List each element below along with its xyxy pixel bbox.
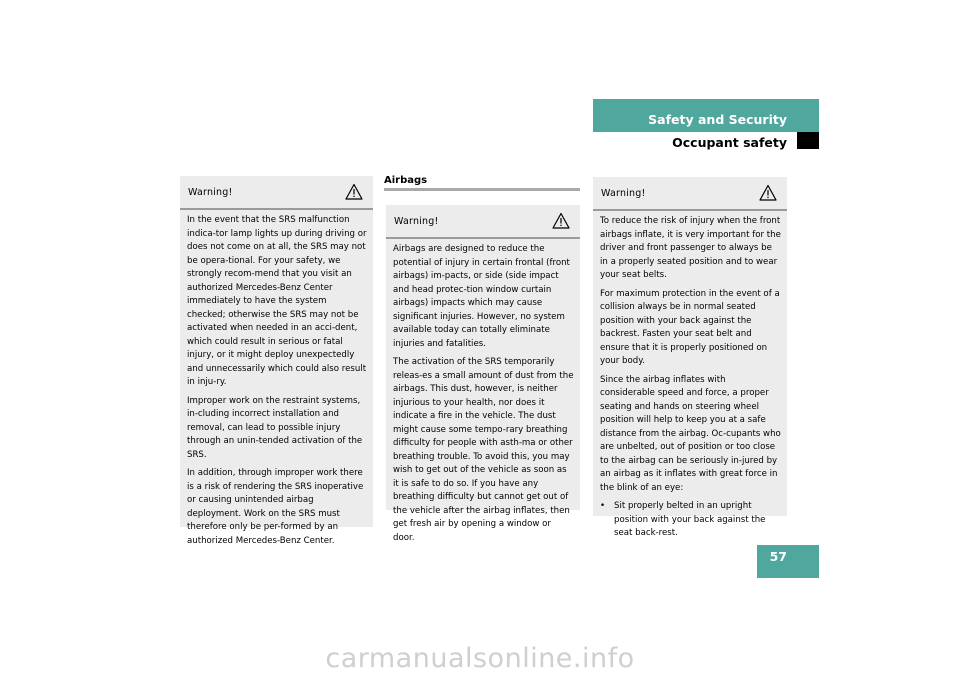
- page-number: 57: [769, 549, 787, 564]
- warning-triangle-icon: [552, 212, 570, 230]
- bullet-item: [600, 500, 781, 541]
- warning-body: [180, 210, 373, 548]
- warning-paragraph: Airbags are designed to reduce the potential of injury in certain frontal (front airbags) im-pacts, or side (side impact and head protec-tion window curtain airbags) impacts which may cause significant injuries. However, no system available today can totally eliminate injuries and fatalities.: [393, 244, 570, 349]
- warning-body: [593, 211, 787, 541]
- watermark: carmanualsonline.info: [325, 643, 635, 674]
- warning-triangle-icon: [345, 183, 363, 201]
- warning-label: Warning!: [188, 187, 233, 198]
- warning-box-2: [386, 205, 580, 543]
- warning-triangle-icon: [759, 184, 777, 202]
- warning-label: Warning!: [601, 188, 646, 199]
- warning-header: [386, 205, 580, 239]
- warning-paragraph: The activation of the SRS temporarily releas-es a small amount of dust from the airbags. This dust, however, is neither injurious to your health, nor does it indicate a fire in the vehicle. The dust might cause some tempo-rary breathing difficulty for people with asth-ma or other breathing trouble. To avoid this, you may wish to get out of the vehicle as soon as it is safe to do so. If you have any breathing difficulty but cannot get out of the vehicle after the airbag inflates, then get fresh air by opening a window or door.: [393, 357, 574, 543]
- header-title: Safety and Security: [648, 112, 787, 127]
- header-marker: [797, 132, 819, 149]
- bullet-text: Sit properly belted in an upright position with your back against the seat back-rest.: [614, 501, 766, 538]
- warning-body: [386, 239, 580, 545]
- warning-label: Warning!: [394, 216, 439, 227]
- section-title: Airbags: [384, 175, 428, 186]
- warning-paragraph: Since the airbag inflates with considerable speed and force, a proper seating and hands on steering wheel position will help to keep you at a safe distance from the airbag. Oc-cupants who are unbelted, out of position or too close to the airbag can be seriously in-jured by an airbag as it inflates with great force in the blink of an eye:: [600, 374, 781, 493]
- warning-paragraph: In the event that the SRS malfunction indica-tor lamp lights up during driving or does not come on at all, the SRS may not be opera-tional. For your safety, we strongly recom-mend that you visit an authorized Mercedes-Benz Center immediately to have the system checked; otherwise the SRS may not be activated when needed in an acci-dent, which could result in serious or fatal injury, or it might deploy unexpectedly and unnecessarily which could also result in inju-ry.: [187, 215, 367, 387]
- warning-paragraph: To reduce the risk of injury when the front airbags inflate, it is very important for the driver and front passenger to always be in a properly seated position and to wear your seat belts.: [600, 216, 781, 280]
- warning-box-3: [593, 177, 787, 538]
- warning-box-1: [180, 176, 373, 546]
- warning-header: [180, 176, 373, 210]
- warning-paragraph: In addition, through improper work there is a risk of rendering the SRS inoperative or causing unintended airbag deployment. Work on the SRS must therefore only be per-formed by an authorized Mercedes-Benz Center.: [187, 468, 364, 546]
- warning-paragraph: Improper work on the restraint systems, in-cluding incorrect installation and removal, can lead to possible injury through an unin-tended activation of the SRS.: [187, 395, 363, 460]
- warning-header: [593, 177, 787, 211]
- warning-paragraph: For maximum protection in the event of a collision always be in normal seated position with your back against the backrest. Fasten your seat belt and ensure that it is properly positioned on your body.: [600, 288, 780, 366]
- section-rule: [384, 188, 580, 191]
- header-subtitle: Occupant safety: [672, 135, 787, 150]
- bullet-dot-icon: •: [600, 501, 606, 511]
